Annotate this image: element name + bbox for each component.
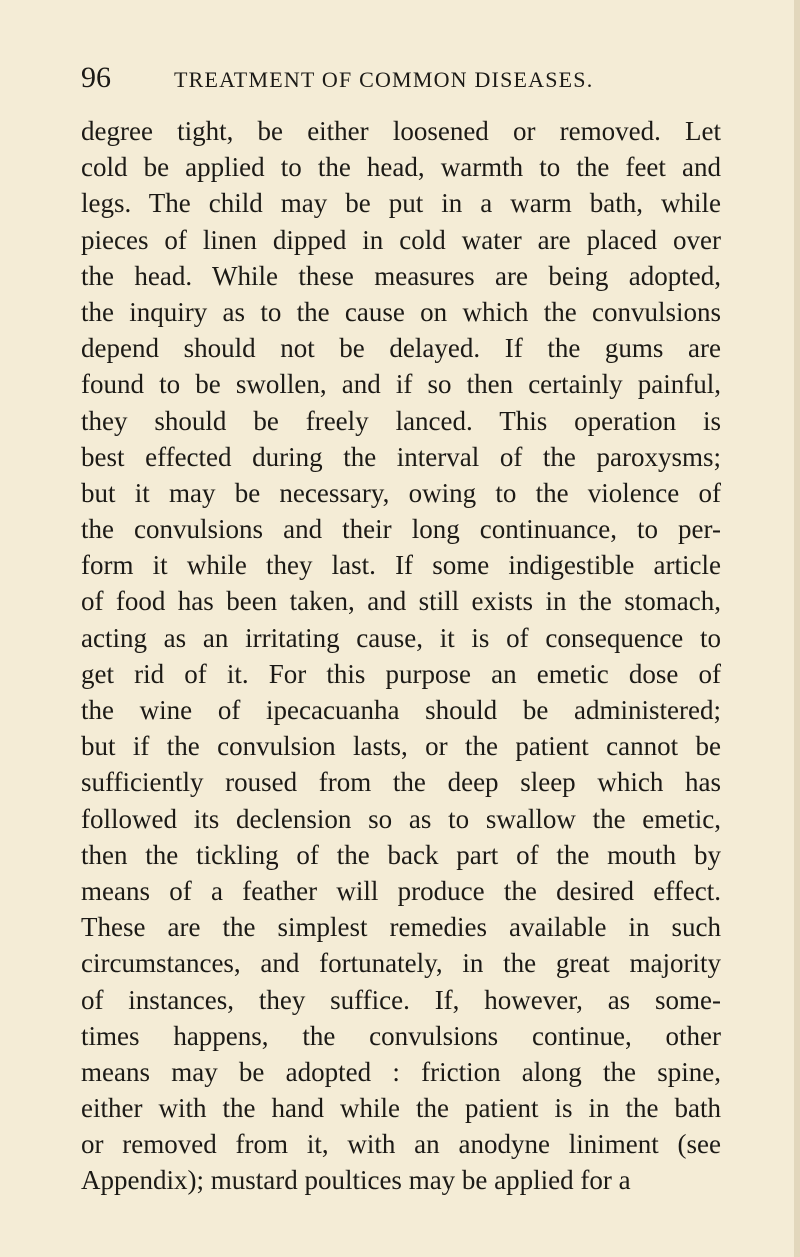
page-edge-shadow: [794, 0, 800, 1257]
text-line: acting as an irritating cause, it is of consequence to: [81, 622, 721, 653]
text-line: or removed from it, with an anodyne liniment (see: [81, 1129, 721, 1160]
text-line: the wine of ipecacuanha should be administered;: [81, 695, 721, 725]
text-line: get rid of it. For this purpose an emetic dose of: [81, 658, 721, 689]
running-title: TREATMENT OF COMMON DISEASES.: [174, 67, 594, 92]
text-line: means of a feather will produce the desired effect.: [81, 875, 721, 906]
text-line: either with the hand while the patient is in the bath: [81, 1093, 721, 1124]
text-line: found to be swollen, and if so then certainly painful,: [81, 369, 721, 400]
text-line: then the tickling of the back part of the mouth by: [81, 839, 721, 870]
text-line: pieces of linen dipped in cold water are placed over: [81, 224, 721, 255]
text-line: followed its declension so as to swallow the emetic,: [81, 803, 721, 834]
text-line: they should be freely lanced. This operation is: [81, 405, 721, 436]
text-line: circumstances, and fortunately, in the great majority: [81, 948, 721, 979]
text-line: These are the simplest remedies available in such: [81, 912, 721, 943]
text-line: depend should not be delayed. If the gums are: [81, 333, 721, 364]
text-line: of food has been taken, and still exists in the stomach,: [81, 586, 721, 617]
text-line: the head. While these measures are being adopted,: [81, 260, 721, 291]
text-line: of instances, they suffice. If, however, as some-: [81, 984, 721, 1015]
text-line: but it may be necessary, owing to the violence of: [81, 477, 721, 508]
text-line: Appendix); mustard poultices may be applied for a: [81, 1165, 631, 1196]
text-line: the convulsions and their long continuance, to per-: [81, 514, 721, 545]
text-line: times happens, the convulsions continue, other: [81, 1020, 721, 1051]
body-text: [81, 113, 721, 1199]
page-number: 96: [81, 61, 111, 94]
running-head: [81, 58, 721, 98]
text-line: degree tight, be either loosened or removed. Let: [81, 116, 721, 146]
text-line: the inquiry as to the cause on which the convulsions: [81, 296, 721, 327]
text-line: sufficiently roused from the deep sleep which has: [81, 767, 721, 798]
text-line: best effected during the interval of the paroxysms;: [81, 441, 721, 472]
text-line: but if the convulsion lasts, or the patient cannot be: [81, 731, 721, 762]
text-line: means may be adopted : friction along the spine,: [81, 1056, 721, 1087]
text-line: legs. The child may be put in a warm bath, while: [81, 188, 721, 219]
text-line: form it while they last. If some indigestible article: [81, 550, 721, 581]
text-line: cold be applied to the head, warmth to the feet and: [81, 152, 721, 183]
